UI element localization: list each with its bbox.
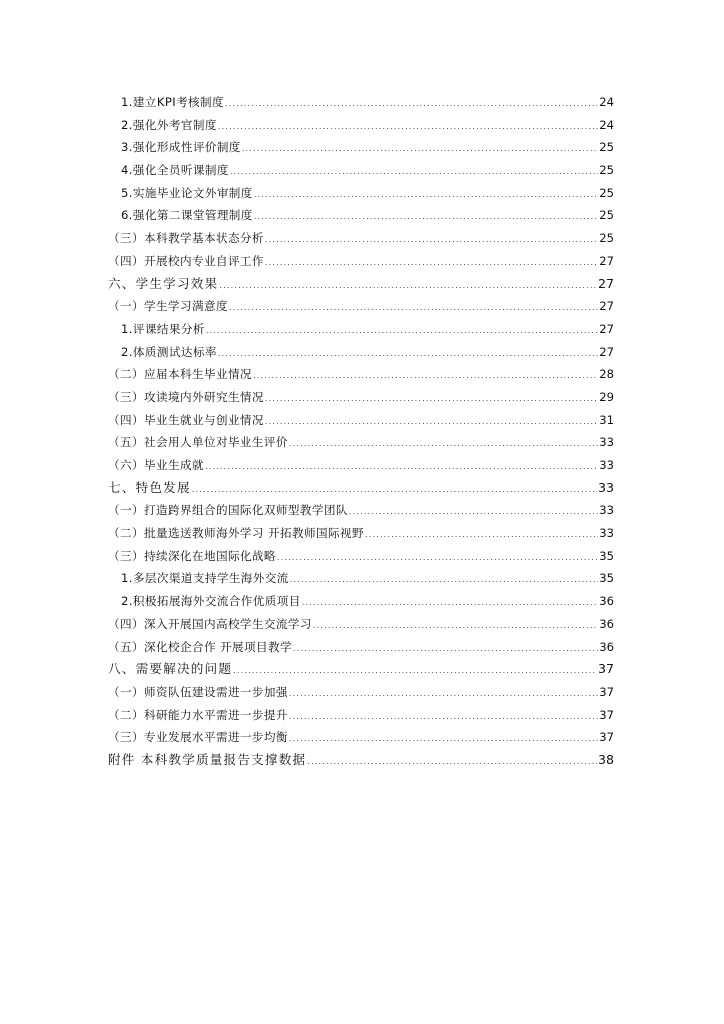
toc-entry-title: （三）本科教学基本状态分析: [108, 231, 264, 246]
toc-dot-leader: [229, 297, 598, 320]
toc-entry[interactable]: [108, 182, 614, 205]
toc-page-number: 25: [599, 185, 614, 200]
toc-dot-leader: [265, 411, 598, 434]
toc-entry[interactable]: [108, 386, 614, 409]
toc-page-number: 33: [599, 526, 614, 541]
toc-entry[interactable]: [108, 613, 614, 636]
toc-page-number: 27: [599, 299, 614, 314]
toc-entry[interactable]: [108, 136, 614, 159]
toc-page-number: 36: [599, 594, 614, 609]
toc-entry-title: （四）深入开展国内高校学生交流学习: [108, 616, 312, 631]
toc-page-number: 36: [599, 616, 614, 631]
toc-page-number: 27: [599, 321, 614, 336]
toc-page-number: 31: [599, 412, 614, 427]
toc-entry-title: （三）攻读境内外研究生情况: [108, 389, 264, 404]
toc-entry[interactable]: [108, 91, 614, 114]
toc-entry[interactable]: [108, 477, 614, 500]
toc-dot-leader: [289, 706, 598, 729]
toc-dot-leader: [293, 638, 598, 661]
toc-entry-title: 3.强化形成性评价制度: [121, 140, 241, 155]
toc-entry-title: 八、需要解决的问题: [108, 661, 233, 677]
toc-dot-leader: [230, 161, 598, 184]
toc-entry[interactable]: [108, 681, 614, 704]
toc-entry[interactable]: [108, 499, 614, 522]
toc-page-number: 33: [599, 503, 614, 518]
toc-dot-leader: [254, 206, 598, 229]
toc-page-number: 29: [599, 389, 614, 404]
toc-page-number: 37: [597, 661, 614, 677]
toc-dot-leader: [205, 456, 598, 479]
toc-entry-title: （一）学生学习满意度: [108, 299, 228, 314]
toc-entry[interactable]: [108, 636, 614, 659]
toc-dot-leader: [289, 433, 598, 456]
toc-dot-leader: [302, 592, 598, 615]
toc-page-number: 24: [599, 117, 614, 132]
toc-entry[interactable]: [108, 295, 614, 318]
toc-entry-title: 1.建立KPI考核制度: [121, 95, 225, 109]
toc-entry-title: （二）应届本科生毕业情况: [108, 367, 252, 382]
toc-entry-title: 六、学生学习效果: [108, 275, 219, 291]
toc-entry-title: （五）社会用人单位对毕业生评价: [108, 435, 288, 450]
toc-entry[interactable]: [108, 409, 614, 432]
toc-page-number: 25: [599, 231, 614, 246]
toc-entry-title: 6.强化第二课堂管理制度: [121, 208, 253, 223]
toc-entry-title: 2.强化外考官制度: [121, 117, 217, 132]
toc-entry[interactable]: [108, 318, 614, 341]
toc-entry[interactable]: [108, 431, 614, 454]
toc-entry[interactable]: [108, 726, 614, 749]
toc-entry[interactable]: [108, 749, 614, 772]
toc-entry-title: （一）打造跨界组合的国际化双师型教学团队: [108, 503, 348, 518]
toc-dot-leader: [253, 365, 598, 388]
toc-entry-title: 4.强化全员听课制度: [121, 163, 229, 178]
toc-dot-leader: [289, 728, 598, 751]
toc-dot-leader: [192, 479, 597, 502]
toc-entry[interactable]: [108, 341, 614, 364]
toc-entry-title: （六）毕业生成就: [108, 458, 204, 472]
toc-entry[interactable]: [108, 273, 614, 296]
toc-page-number: 35: [599, 548, 614, 563]
toc-entry[interactable]: [108, 658, 614, 681]
toc-entry-title: 2.体质测试达标率: [121, 344, 217, 359]
toc-dot-leader: [289, 683, 598, 706]
toc-page-number: 27: [599, 344, 614, 359]
toc-entry-title: （四）毕业生就业与创业情况: [108, 412, 264, 427]
toc-page-number: 33: [597, 479, 614, 495]
toc-dot-leader: [219, 275, 597, 298]
toc-entry-title: 七、特色发展: [108, 479, 191, 495]
toc-dot-leader: [265, 252, 598, 275]
toc-entry[interactable]: [108, 567, 614, 590]
toc-page-number: 25: [599, 163, 614, 178]
toc-page-number: 24: [599, 95, 614, 109]
toc-dot-leader: [254, 184, 598, 207]
toc-entry-title: 1.多层次渠道支持学生海外交流: [121, 571, 289, 586]
table-of-contents: [108, 91, 614, 772]
toc-dot-leader: [206, 320, 598, 343]
toc-entry[interactable]: [108, 159, 614, 182]
toc-entry-title: （三）持续深化在地国际化战略: [108, 548, 276, 563]
toc-dot-leader: [313, 615, 598, 638]
toc-dot-leader: [277, 547, 598, 570]
toc-entry[interactable]: [108, 363, 614, 386]
toc-page-number: 36: [599, 639, 614, 654]
toc-entry-title: 2.积极拓展海外交流合作优质项目: [121, 594, 301, 609]
toc-dot-leader: [290, 569, 598, 592]
toc-entry[interactable]: [108, 454, 614, 477]
toc-dot-leader: [233, 660, 597, 683]
toc-page-number: 35: [599, 571, 614, 586]
toc-entry-title: （二）批量选送教师海外学习 开拓教师国际视野: [108, 526, 364, 541]
toc-entry-title: （五）深化校企合作 开展项目教学: [108, 639, 292, 654]
toc-entry-title: （二）科研能力水平需进一步提升: [108, 707, 288, 722]
toc-page-number: 27: [599, 253, 614, 268]
toc-entry-title: 1.评课结果分析: [121, 321, 205, 336]
toc-dot-leader: [365, 524, 598, 547]
toc-entry[interactable]: [108, 590, 614, 613]
toc-entry[interactable]: [108, 250, 614, 273]
toc-page-number: 33: [599, 458, 614, 472]
toc-page-number: 25: [599, 208, 614, 223]
toc-page-number: 25: [599, 140, 614, 155]
toc-dot-leader: [349, 501, 598, 524]
toc-entry[interactable]: [108, 227, 614, 250]
toc-entry[interactable]: [108, 522, 614, 545]
toc-page-number: 38: [597, 751, 614, 767]
toc-entry[interactable]: [108, 545, 614, 568]
toc-dot-leader: [265, 388, 598, 411]
toc-page-number: 28: [599, 367, 614, 382]
toc-dot-leader: [218, 343, 598, 366]
toc-entry-title: 附件 本科教学质量报告支撑数据: [108, 751, 307, 767]
toc-entry-title: （一）师资队伍建设需进一步加强: [108, 684, 288, 699]
toc-dot-leader: [265, 229, 598, 252]
toc-entry-title: （四）开展校内专业自评工作: [108, 253, 264, 268]
toc-entry-title: （三）专业发展水平需进一步均衡: [108, 730, 288, 745]
toc-page-number: 37: [599, 707, 614, 722]
toc-page-number: 27: [597, 275, 614, 291]
toc-page-number: 33: [599, 435, 614, 450]
toc-entry[interactable]: [108, 704, 614, 727]
toc-dot-leader: [225, 93, 598, 116]
toc-dot-leader: [242, 138, 598, 161]
toc-entry[interactable]: [108, 114, 614, 137]
toc-entry[interactable]: [108, 204, 614, 227]
toc-entry-title: 5.实施毕业论文外审制度: [121, 185, 253, 200]
toc-dot-leader: [218, 116, 598, 139]
toc-dot-leader: [307, 751, 597, 774]
toc-page-number: 37: [599, 730, 614, 745]
toc-page-number: 37: [599, 684, 614, 699]
